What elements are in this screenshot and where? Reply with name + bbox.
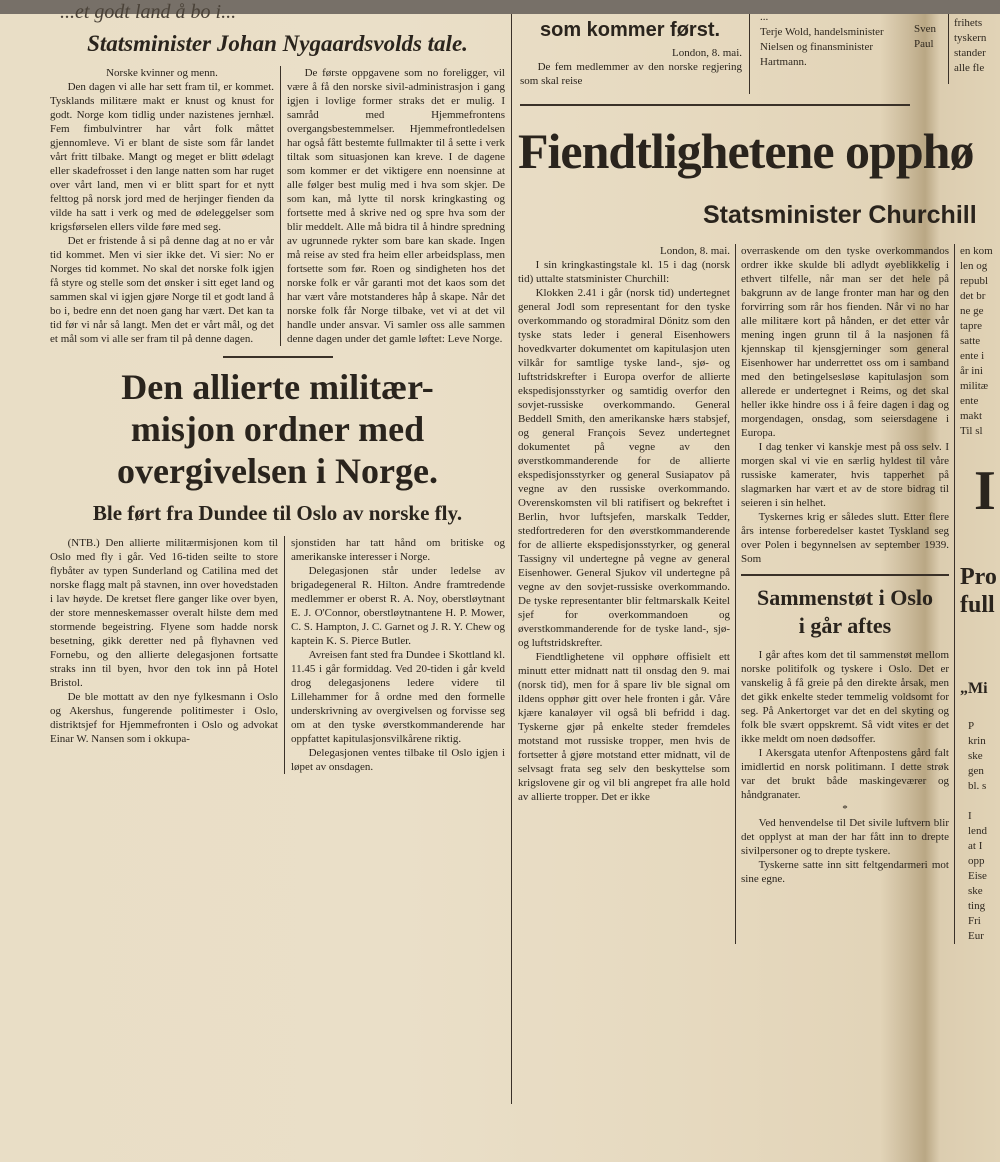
text-line: ske (968, 885, 983, 897)
separator-asterisk: * (842, 802, 848, 815)
paragraph: Avreisen fant sted fra Dundee i Skottland kl. 11.45 i går formiddag. Ved 20-tiden i går kveld drog delegasjonens ledere videre til Lillehammer for å ordne med den formelle underskrivning av overgivelsen og forvisse seg om at den tyske øverstkommanderende har oppfattet kapitulasjonsvilkårene riktig. (291, 649, 505, 745)
text-line: Eise (968, 870, 987, 882)
names-fragment (760, 10, 908, 70)
paragraph: I dag tenker vi kanskje mest på oss selv. I morgen skal vi vie en særlig hyldest til våre russiske kamerater, hvis tapperhet på slagmarken har vært et av de store bidrag til seieren i sin helhet. (741, 441, 949, 509)
paragraph: Den dagen vi alle har sett fram til, er kommet. Tysklands militære makt er knust og knust for godt. Norge kom tidlig under nazistenes jernhæl. Fem fimbulvintrer har vårt folk måttet gjennomleve. Vi er blant de siste som får landet vårt fritt tilbake. Mangt og meget er blitt ødelagt eller skadefrosset i den lange natten som har ruget over vårt land, men vi er blitt spart for et nytt felttog på norsk jord med de herjinger fienden da vilde ha satt i verk og med de ødeleggelser som krigsførselen ellers vilde føre med seg. (50, 81, 274, 233)
text-line (968, 794, 998, 809)
top-middle-column (520, 46, 742, 88)
far-right-fragments (960, 244, 998, 944)
paragraph: Delegasjonen ventes tilbake til Oslo igjen i løpet av onsdagen. (291, 747, 505, 773)
paragraph: overraskende om den tyske overkommandos ordrer ikke skulde bli adlydt øyeblikkelig i ethvert tilfelle, når man ser det hele på bakgrunn av de lange fronter man har og den forvirring som rår hos fienden. Når vi no har alle militære kort på hånden, er det etter vår mening ingen grunn til å la nasjonen få kjennskap til kjensgjerninger som general Eisenhower har underrettet oss om i samband med den betingelsesløse kapitulasjon som allerede er undertegnet i Reims, og det skal heller ikke hindre oss i å feire dagen i dag og morgendagen, onsdag, som seiersdagene i Europa. (741, 245, 949, 439)
speech-salutation: Norske kvinner og menn. (106, 67, 218, 79)
column-rule (948, 14, 949, 84)
text-line: opp (968, 855, 985, 867)
dateline: London, 8. mai. (672, 47, 742, 59)
column-rule (284, 536, 285, 774)
page-column-rule (511, 14, 512, 1104)
text-line: bl. s (968, 780, 987, 792)
text-line: republ (960, 275, 989, 287)
divider (223, 356, 333, 358)
divider (520, 104, 910, 106)
column-rule (954, 244, 955, 944)
speech-title: Statsminister Johan Nygaardsvolds tale. (87, 31, 468, 56)
text-line: P (968, 720, 975, 732)
text-line: stander (954, 47, 986, 59)
clash-body (741, 648, 949, 886)
text-line: Paul (914, 38, 934, 50)
main-area (518, 112, 998, 944)
churchill-column-2 (741, 244, 949, 566)
far-right-lower-fragment (960, 719, 998, 944)
churchill-headline: Fiendtlighetene opphø (518, 123, 974, 179)
paragraph: Fiendtlighetene vil opphøre offisielt ett minutt etter midnatt natt til onsdag den 9. mai (norsk tid), men for å spare liv ble signal om ildens opphør gitt over hele fronten i går. Våre kjære kanaløyer vil også bli befridd i dag. Tyskerne gjør på enkelte steder fremdeles motstand mot russiske tropper, men hvis de fortsetter å gjøre motstand etter midnatt, vil de selvsagt frata seg selv den beskyttelse som krigslovene gir og vil bli angrepet fra alle hold av allierte tropper. Det er ikke (518, 651, 730, 803)
headline-line: Sammenstøt i Oslo (757, 584, 933, 610)
text-line: Nielsen og finansminister (760, 41, 874, 53)
column-rule (735, 244, 736, 944)
paragraph: De fem medlemmer av den norske regjering som skal reise (520, 61, 742, 87)
top-headline-tail: som kommer først. (540, 19, 721, 41)
far-right-subhead-fragment: „Mi (960, 680, 988, 697)
text-line: ne ge (960, 305, 984, 317)
edge-fragment-2 (954, 16, 986, 76)
churchill-column-1 (518, 244, 730, 944)
text-line: tyskern (954, 32, 987, 44)
divider (741, 574, 949, 576)
text-line: ske (968, 750, 983, 762)
paragraph: I Akersgata utenfor Aftenpostens gård falt imidlertid en norsk politimann. I dette strøk var det brukt både maskingeværer og håndgranater. (741, 746, 949, 801)
text-line: ente (960, 395, 979, 407)
paragraph: De første oppgavene som no foreligger, vil være å få den norske sivil-administrasjon i gang igjen i lovlige former straks det er mulig. I samråd med Hjemmefrontens overgangsbestemmelser. Hjemmefrontledelsen har også fått bestemte fullmakter til å sette i verk tiltak som situasjonen kan kreve. I de dagene som kommer er det viktigere enn noensinne at alle følger best mulig med i hva som skjer. De som kan, må lytte til norsk kringkasting og fortsette med å skrive ned og spre hva som der blir meddelt. Alle må bidra til å hindre spredning av ugrunnede rykter som bare kan skade. Ingen må reise av sted fra heim eller arbeidsplass, men fortsette som før. Roen og sindigheten hos det norske folk er vår garanti mot det kaos som det har vært våre motstanderes håp å skape. Når det norske folk får Norge tilbake, vet vi at det vil handle under ansvar. Vi samler oss alle sammen denne dagen under det gamle løftet: Leve Norge. (287, 67, 505, 345)
paragraph: Klokken 2.41 i går (norsk tid) undertegnet general Jodl som representant for den tyske overkommando og storadmiral Dönitz som den tyske stats leder i general Eisenhowers hovedkvarter dokumentet om kapitulasjon uten vilkår for samtlige tyske land-, sjø- og luftstridskrefter i Europa overfor de allierte ekspedisjonsstyrker og samtidig overfor den sovjet-russiske overkommando. General Beddell Smith, den amerikanske hærs stabsjef, og general François Sevez undertegnet dokumentet på vegne av den øverstkommanderende for de allierte ekspedisjonsstyrker og general Susiapatov på vegne av den russiske overkommando. Overenskomsten vil bli ratifisert og bekreftet i Berlin, hvor luftsjefen, marskalk Tedder, stedfortrederen for den øverstkommanderende for de allierte ekspedisjonsstyrker, og general Tassigny vil undertegne på vegne av general Eisenhower. General Sjukov vil undertegne på vegne av den sovjet-russiske overkommando. De tyske representanter blir feltmarskalk Keitel sjef for overkommandoen og øverstkommanderende for de tyske land-, sjø- og luftstridskrefter. (518, 287, 730, 649)
text-line: militæ (960, 380, 989, 392)
text-line: lend (968, 825, 987, 837)
paragraph: I sin kringkastingstale kl. 15 i dag (norsk tid) uttalte statsminister Churchill: (518, 259, 730, 285)
speech-column-2 (287, 66, 505, 346)
text-line: makt (960, 410, 982, 422)
text-line: ... (760, 11, 769, 23)
paragraph: Tyskerne satte inn sitt feltgendarmeri mot sine egne. (741, 858, 949, 885)
mission-subheadline: Ble ført fra Dundee til Oslo av norske fly. (92, 501, 463, 525)
paragraph: De ble mottatt av den nye fylkesmann i Oslo og Akershus, fungerende politimester i Oslo, distriktsjef for Hjemmefronten i Oslo og advokat Einar W. Nansen som i okkupa- (50, 691, 278, 745)
paragraph: Ved henvendelse til Det sivile luftvern blir det opplyst at man der har fått inn to drepte sivilpersoner og to drepte tyskere. (741, 816, 949, 857)
paragraph: Delegasjonen står under ledelse av brigadegeneral R. Hilton. Andre framtredende medlemmer er oberst R. A. Noy, oberstløytnant E. J. O'Connor, oberstløytnantene H. P. Mower, C. S. Hampton, J. C. Garnet og J. R. Y. Chew og kaptein K. S. Pierce Butler. (291, 565, 505, 647)
text-line: en kom (960, 245, 993, 257)
column-rule (280, 66, 281, 346)
dateline: London, 8. mai. (660, 245, 730, 257)
headline-line: i går aftes (798, 612, 892, 638)
text-line: satte (960, 335, 981, 347)
text-line: år ini (960, 365, 983, 377)
text-line: I (968, 810, 972, 822)
churchill-subheadline: Statsminister Churchill (703, 201, 977, 229)
paragraph: I går aftes kom det til sammenstøt mellom norske politifolk og tyskere i Oslo. Det er vanskelig å få greie på den direkte årsak, men det gikk enkelte steder temmelig voldsomt for seg. På Ankertorget var det en del skyting og folk ble svært oppskremt. Så vidt vites er det ikke meldt om noen dødsoffer. (741, 648, 949, 745)
text-line: at I (968, 840, 983, 852)
text-line: gen (968, 765, 984, 777)
text-line: len og (960, 260, 988, 272)
text-line: ente i (960, 350, 985, 362)
headline-line: Pro (960, 564, 997, 590)
text-line: Hartmann. (760, 56, 807, 68)
paragraph: (NTB.) Den allierte militærmisjonen kom til Oslo med fly i går. Ved 16-tiden seilte to store flybåter av typen Sunderland og Catilina med det norske flagg malt på stavnen, inn over hovedstaden i lav høyde. De kretset flere ganger like over byen, der store menneskemasser overalt hilste dem med stormende begeistring. Flyene som hadde norsk besetning, gikk deretter ned på flyhavnen ved Fornebu, og den allierte delegasjonen fortsatte straks inn til byen, hvor den tok inn på Hotel Bristol. (50, 537, 278, 689)
text-line: ting (968, 900, 986, 912)
far-right-headline-fragment (960, 563, 998, 619)
left-area (50, 30, 505, 774)
text-line: frihets (954, 17, 983, 29)
cut-off-headline: ...et godt land å bo i... (60, 1, 237, 23)
text-line: tapre (960, 320, 982, 332)
text-line: det br (960, 290, 986, 302)
text-line: Sven (914, 23, 936, 35)
text-line: krin (968, 735, 986, 747)
text-line: Eur (968, 930, 984, 942)
text-line: Fri (968, 915, 981, 927)
far-right-big-letter: I (974, 460, 996, 522)
text-line: Til sl (960, 425, 983, 437)
headline-line: full (960, 592, 995, 618)
speech-column-1 (50, 66, 274, 346)
column-rule (749, 14, 750, 94)
far-right-upper-fragment (960, 244, 998, 439)
right-stack (741, 244, 949, 944)
text-line: alle fle (954, 62, 985, 74)
mission-column-1 (50, 536, 278, 774)
clash-headline (741, 584, 949, 640)
text-line: Terje Wold, handelsminister (760, 26, 884, 38)
paragraph: Tyskernes krig er således slutt. Etter flere års intense forberedelser kastet Tyskland seg over Polen i begynnelsen av september 1939. Som (741, 511, 949, 565)
mission-headline: Den allierte militær-misjon ordner med overgivelsen i Norge. (117, 367, 438, 491)
mission-column-2 (291, 536, 505, 774)
paragraph: sjonstiden har tatt hånd om britiske og amerikanske interesser i Norge. (291, 537, 505, 563)
paragraph: Det er fristende å si på denne dag at no er vår tid kommet. Men vi sier ikke det. Vi sier: No er Norges tid kommet. No skal det norske folk igjen få styre og stelle som det ønsker i sitt eget land og sammen skal vi igjen gjøre Norge til et godt land å bo i, bedre enn det noen gang har vært. Det kan ta tid før vi når så langt. Men det er vårt mål, og det et mål som vi alle ser fram til på denne dagen. (50, 235, 274, 345)
edge-fragment-1 (914, 22, 936, 52)
